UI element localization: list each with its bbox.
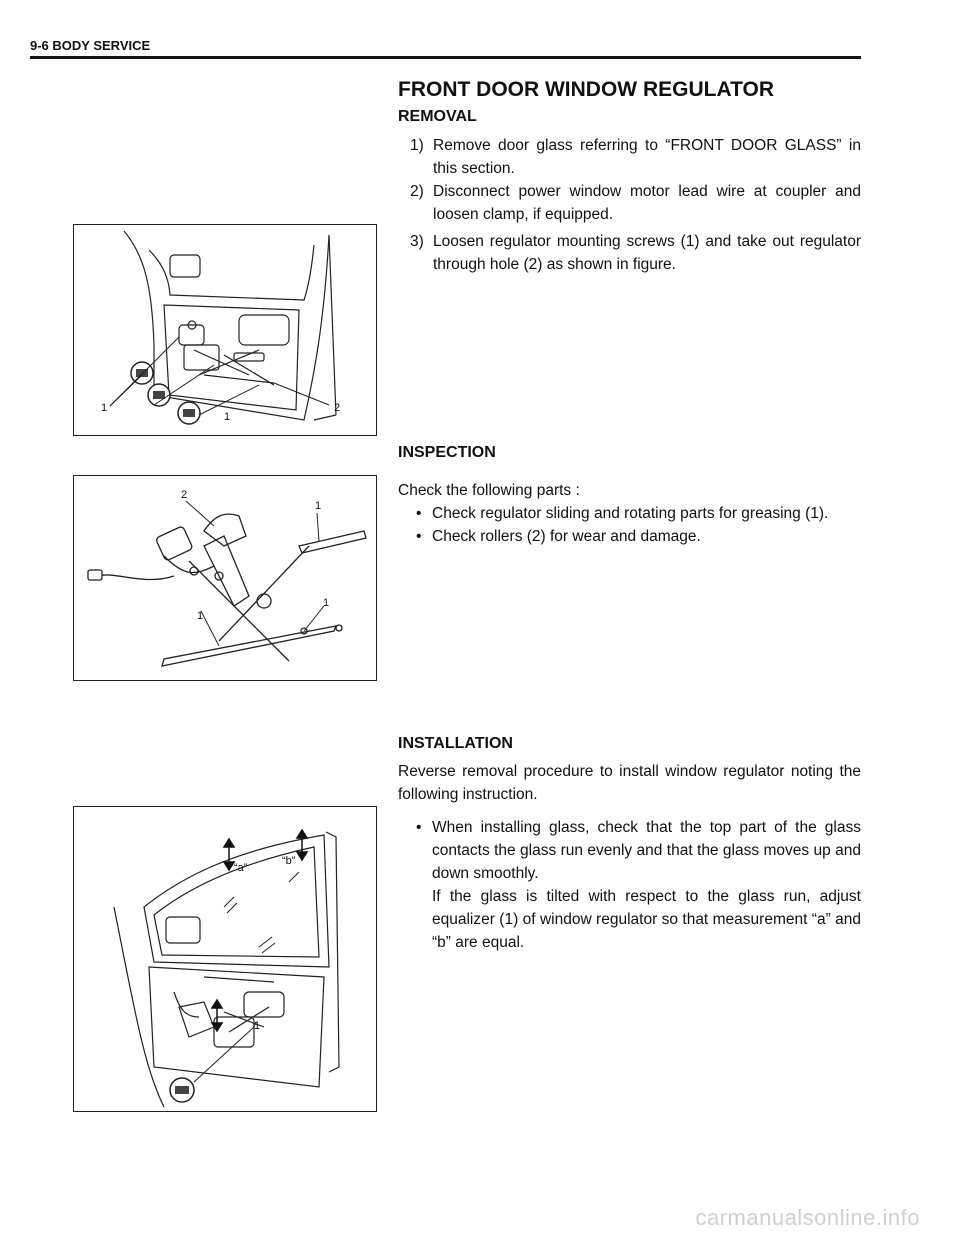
header-rule: [30, 56, 861, 59]
screw-icon: [170, 1078, 194, 1102]
step-text: Loosen regulator mounting screws (1) and take out regulator through hole (2) as shown in figure.: [433, 233, 861, 273]
removal-heading: REMOVAL: [398, 108, 477, 125]
figure-regulator-removal: [73, 224, 377, 436]
measurement-arrow-a: [224, 839, 234, 870]
figure-regulator-inspection: [73, 475, 377, 681]
door-glass-installation-illustration: [74, 807, 376, 1111]
bullet-paragraph-1: When installing glass, check that the top part of the glass contacts the glass run evenly and that the glass moves up and down smoothly.: [432, 819, 861, 882]
figure-regulator-installation: [73, 806, 377, 1112]
callout-1: 1: [197, 610, 204, 622]
measurement-arrow-b: [297, 830, 307, 860]
callout-1: 1: [224, 411, 231, 423]
step-text: Disconnect power window motor lead wire at coupler and loosen clamp, if equipped.: [433, 183, 861, 223]
bullet-icon: •: [416, 819, 422, 836]
callout-a: “a”: [234, 862, 248, 874]
inspection-heading: INSPECTION: [398, 444, 496, 461]
bullet-icon: •: [416, 528, 422, 545]
callout-2: 2: [181, 489, 188, 501]
screw-icon: [131, 362, 153, 384]
page-title: FRONT DOOR WINDOW REGULATOR: [398, 78, 775, 101]
callout-b: “b”: [282, 855, 296, 867]
removal-step-2: [410, 180, 861, 226]
inspection-bullet-2: [416, 525, 861, 548]
removal-step-3: [410, 230, 861, 276]
inspection-intro: Check the following parts :: [398, 482, 580, 499]
screw-icon: [148, 384, 170, 406]
bullet-icon: •: [416, 505, 422, 522]
step-number: 3): [410, 233, 424, 250]
bullet-paragraph-2: If the glass is tilted with respect to the glass run, adjust equalizer (1) of window regulator so that measurement “a” and “b” are equal.: [432, 888, 861, 951]
inspection-bullet-1: [416, 502, 861, 525]
page-header: 9-6 BODY SERVICE: [30, 38, 151, 53]
equalizer-arrow: [212, 1000, 222, 1031]
door-regulator-removal-illustration: [74, 225, 376, 435]
callout-1: 1: [315, 500, 322, 512]
regulator-assembly-illustration: [74, 476, 376, 680]
bullet-text: Check rollers (2) for wear and damage.: [432, 528, 701, 545]
installation-bullet-1: [416, 816, 861, 954]
callout-1: 1: [323, 597, 330, 609]
bullet-text: Check regulator sliding and rotating parts for greasing (1).: [432, 505, 829, 522]
removal-step-1: [410, 134, 861, 180]
screw-icon: [178, 402, 200, 424]
installation-intro: Reverse removal procedure to install window regulator noting the following instruction.: [398, 763, 861, 803]
bullet-text: [432, 816, 861, 954]
step-number: 1): [410, 137, 424, 154]
step-text: Remove door glass referring to “FRONT DOOR GLASS” in this section.: [433, 137, 861, 177]
watermark: carmanualsonline.info: [695, 1205, 920, 1230]
installation-heading: INSTALLATION: [398, 735, 513, 752]
callout-1: 1: [101, 402, 108, 414]
callout-1: 1: [254, 1020, 261, 1032]
callout-2: 2: [334, 402, 341, 414]
step-number: 2): [410, 183, 424, 200]
